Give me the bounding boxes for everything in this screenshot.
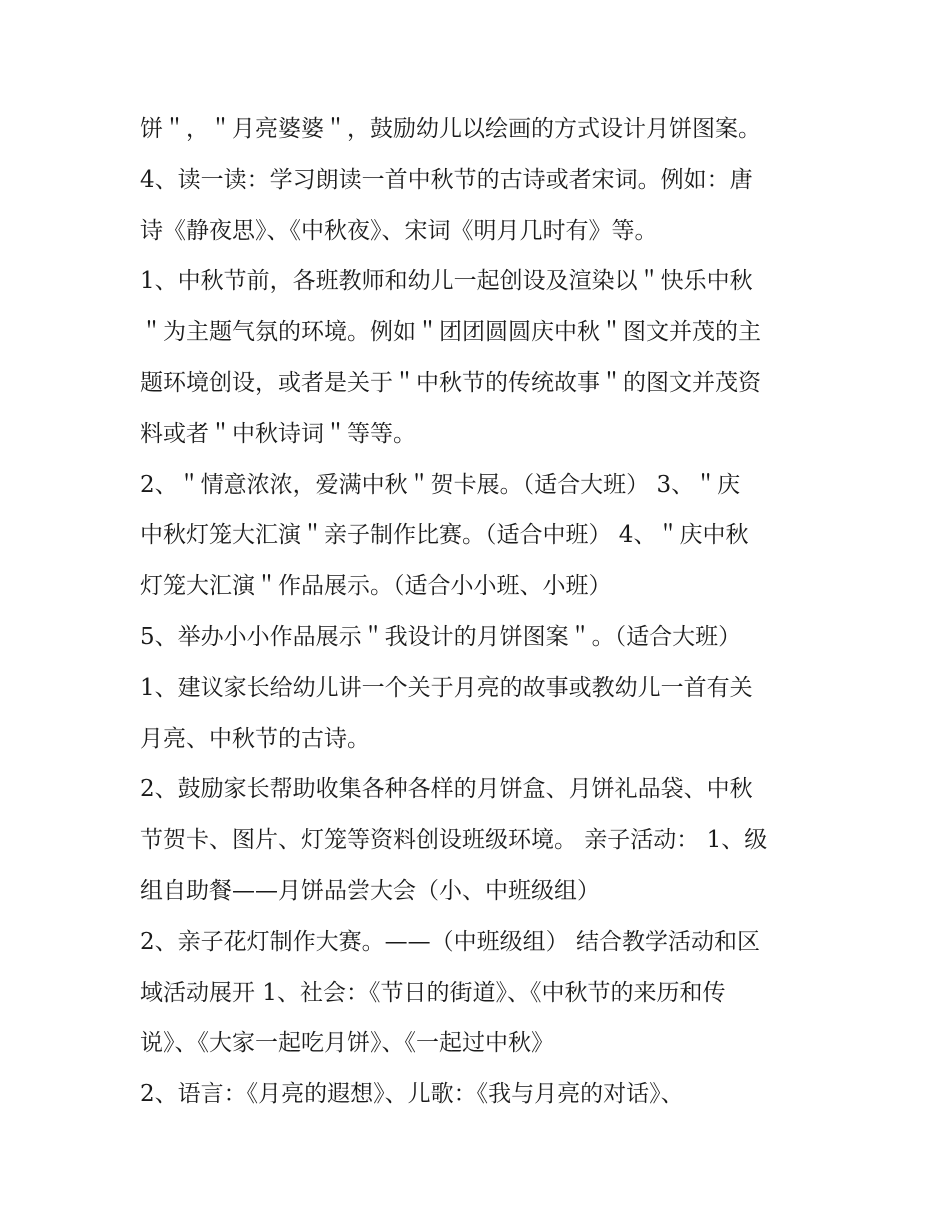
text-line: 月亮、中秋节的古诗。 — [140, 725, 370, 752]
document-text-body — [140, 104, 820, 1120]
text-line: 2、＂情意浓浓，爱满中秋＂贺卡展。（适合大班） 3、＂庆 — [140, 471, 741, 498]
text-line: 1、中秋节前，各班教师和幼儿一起创设及渲染以＂快乐中秋 — [140, 268, 753, 295]
text-line: 题环境创设，或者是关于＂中秋节的传统故事＂的图文并茂资 — [140, 369, 761, 396]
text-line: 1、建议家长给幼儿讲一个关于月亮的故事或教幼儿一首有关 — [140, 674, 753, 701]
text-line: 节贺卡、图片、灯笼等资料创设班级环境。 亲子活动： 1、级 — [140, 827, 768, 854]
text-line: 诗《静夜思》、《中秋夜》、宋词《明月几时有》等。 — [140, 217, 658, 244]
text-line: 说》、《大家一起吃月饼》、《一起过中秋》 — [140, 1030, 554, 1057]
text-line: ＂为主题气氛的环境。例如＂团团圆圆庆中秋＂图文并茂的主 — [140, 319, 761, 346]
text-line: 4、读一读：学习朗读一首中秋节的古诗或者宋词。例如：唐 — [140, 166, 753, 193]
text-line: 灯笼大汇演＂作品展示。（适合小小班、小班） — [140, 573, 612, 600]
text-line: 5、举办小小作品展示＂我设计的月饼图案＂。（适合大班） — [140, 623, 742, 650]
text-line: 2、鼓励家长帮助收集各种各样的月饼盒、月饼礼品袋、中秋 — [140, 776, 753, 803]
text-line: 组自助餐——月饼品尝大会（小、中班级组） — [140, 877, 600, 904]
text-line: 2、亲子花灯制作大赛。——（中班级组） 结合教学活动和区 — [140, 928, 760, 955]
text-line: 料或者＂中秋诗词＂等等。 — [140, 420, 416, 447]
text-line: 2、语言：《月亮的遐想》、儿歌：《我与月亮的对话》、 — [140, 1081, 684, 1108]
text-line: 域活动展开 1、社会：《节日的街道》、《中秋节的来历和传 — [140, 979, 726, 1006]
text-line: 中秋灯笼大汇演＂亲子制作比赛。（适合中班） 4、＂庆中秋 — [140, 522, 749, 549]
text-line: 饼＂，＂月亮婆婆＂，鼓励幼儿以绘画的方式设计月饼图案。 — [140, 116, 761, 142]
